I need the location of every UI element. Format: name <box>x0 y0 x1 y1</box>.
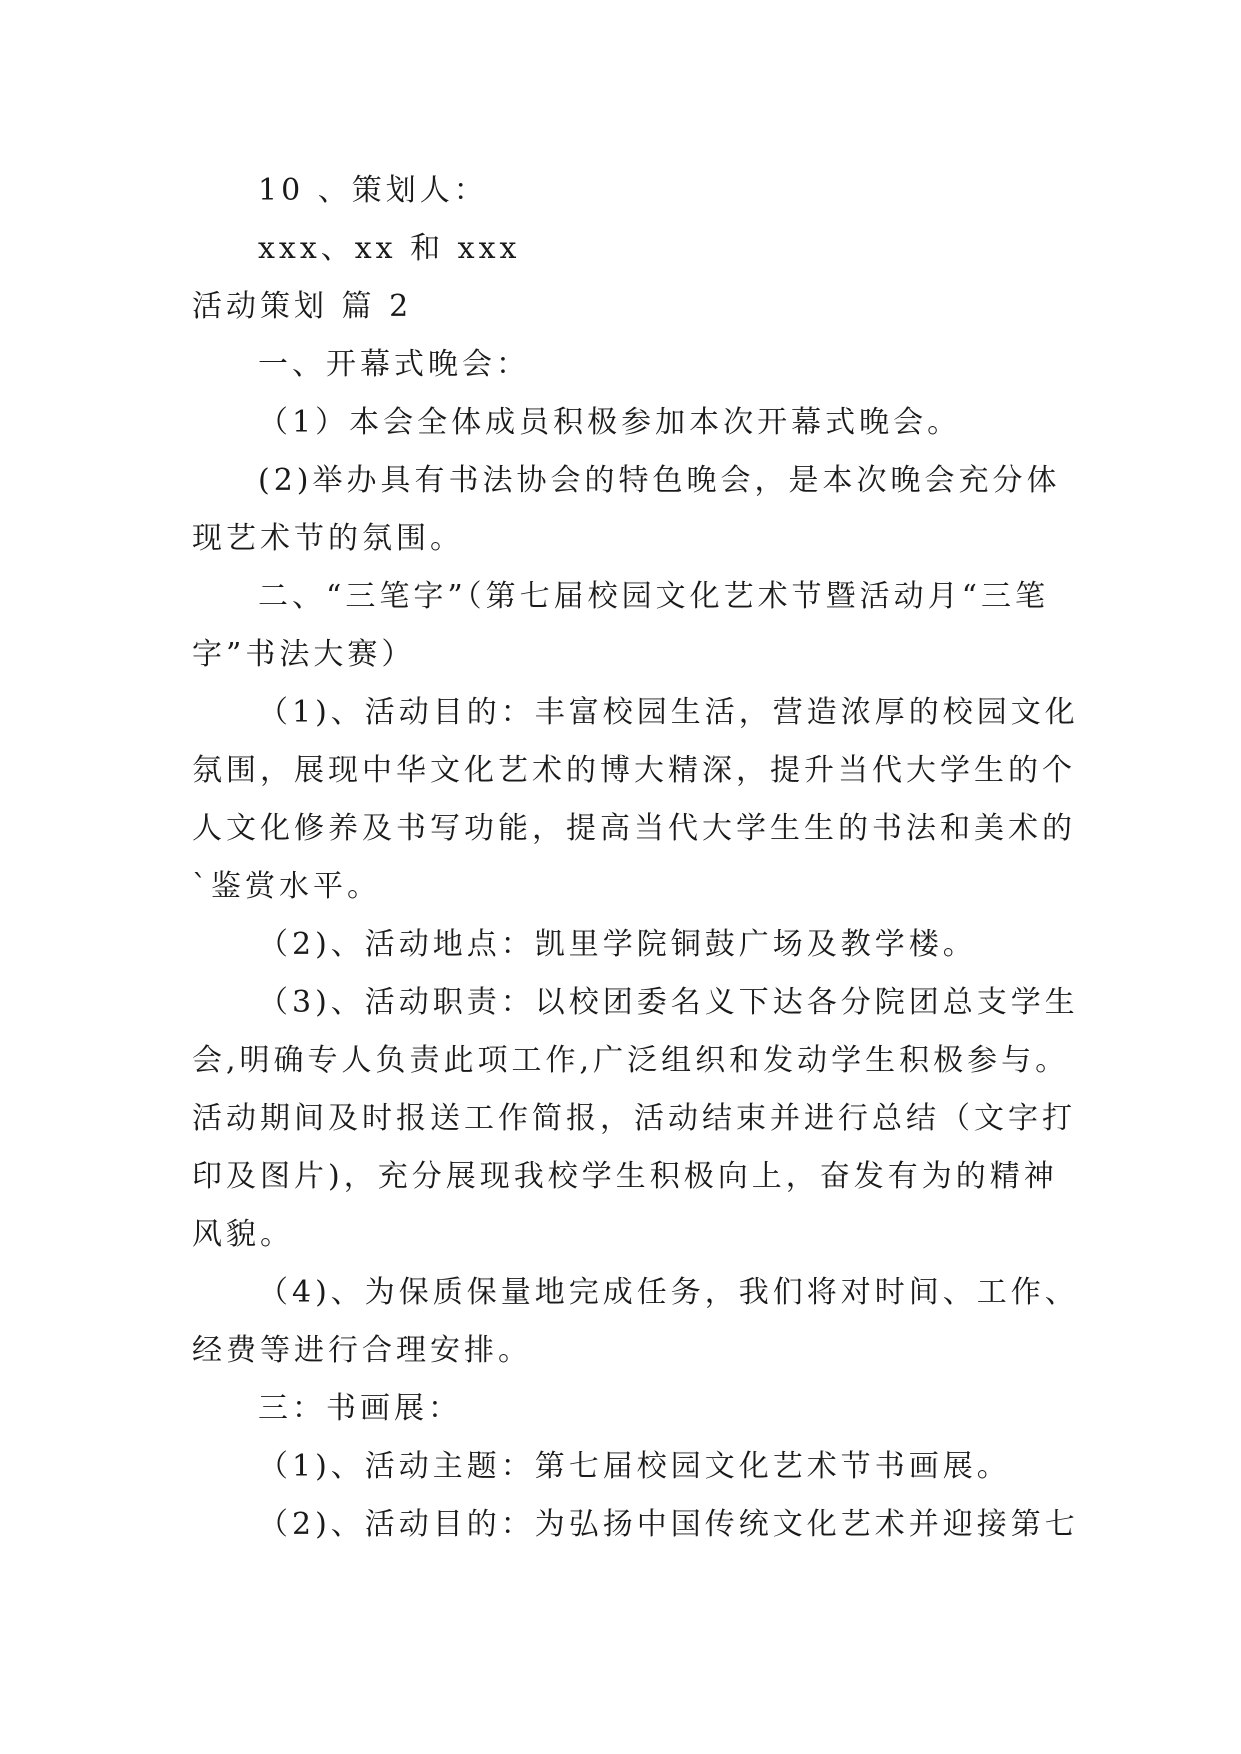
line-planner-heading: 10 、策划人： <box>258 173 488 208</box>
line-opening-heading: 一、开幕式晚会： <box>258 347 530 382</box>
line-purpose-cont-2: 人文化修养及书写功能，提高当代大学生生的书法和美术的 <box>192 811 1076 846</box>
line-planner-names: xxx、xx 和 xxx <box>258 231 521 266</box>
line-arrangement: （4)、为保质保量地完成任务，我们将对时间、工作、 <box>258 1275 1079 1310</box>
line-opening-2: (2)举办具有书法协会的特色晚会，是本次晚会充分体 <box>258 463 1061 498</box>
line-duties: （3)、活动职责：以校团委名义下达各分院团总支学生 <box>258 985 1079 1020</box>
line-duties-cont-4: 风貌。 <box>192 1217 294 1252</box>
line-calligraphy-heading-cont: 字”书法大赛） <box>192 637 416 672</box>
line-exhibition-purpose: （2)、活动目的：为弘扬中国传统文化艺术并迎接第七 <box>258 1507 1079 1542</box>
line-duties-cont-1: 会,明确专人负责此项工作,广泛组织和发动学生积极参与。 <box>192 1043 1070 1078</box>
line-location: （2)、活动地点：凯里学院铜鼓广场及教学楼。 <box>258 927 977 962</box>
section-title: 活动策划 篇 2 <box>192 289 413 324</box>
line-exhibition-heading: 三：书画展： <box>258 1391 462 1426</box>
line-duties-cont-2: 活动期间及时报送工作简报，活动结束并进行总结（文字打 <box>192 1101 1076 1136</box>
line-duties-cont-3: 印及图片)，充分展现我校学生积极向上，奋发有为的精神 <box>192 1159 1058 1194</box>
line-opening-2-cont: 现艺术节的氛围。 <box>192 521 464 556</box>
line-opening-1: （1）本会全体成员积极参加本次开幕式晚会。 <box>258 405 962 440</box>
line-arrangement-cont: 经费等进行合理安排。 <box>192 1333 532 1368</box>
line-exhibition-theme: （1)、活动主题：第七届校园文化艺术节书画展。 <box>258 1449 1011 1484</box>
line-calligraphy-heading: 二、“三笔字”（第七届校园文化艺术节暨活动月“三笔 <box>258 579 1050 614</box>
line-purpose: （1)、活动目的：丰富校园生活，营造浓厚的校园文化 <box>258 695 1079 730</box>
line-purpose-cont-1: 氛围，展现中华文化艺术的博大精深，提升当代大学生的个 <box>192 753 1076 788</box>
line-purpose-cont-3: `鉴赏水平。 <box>192 869 381 904</box>
document-body <box>192 162 1079 1554</box>
